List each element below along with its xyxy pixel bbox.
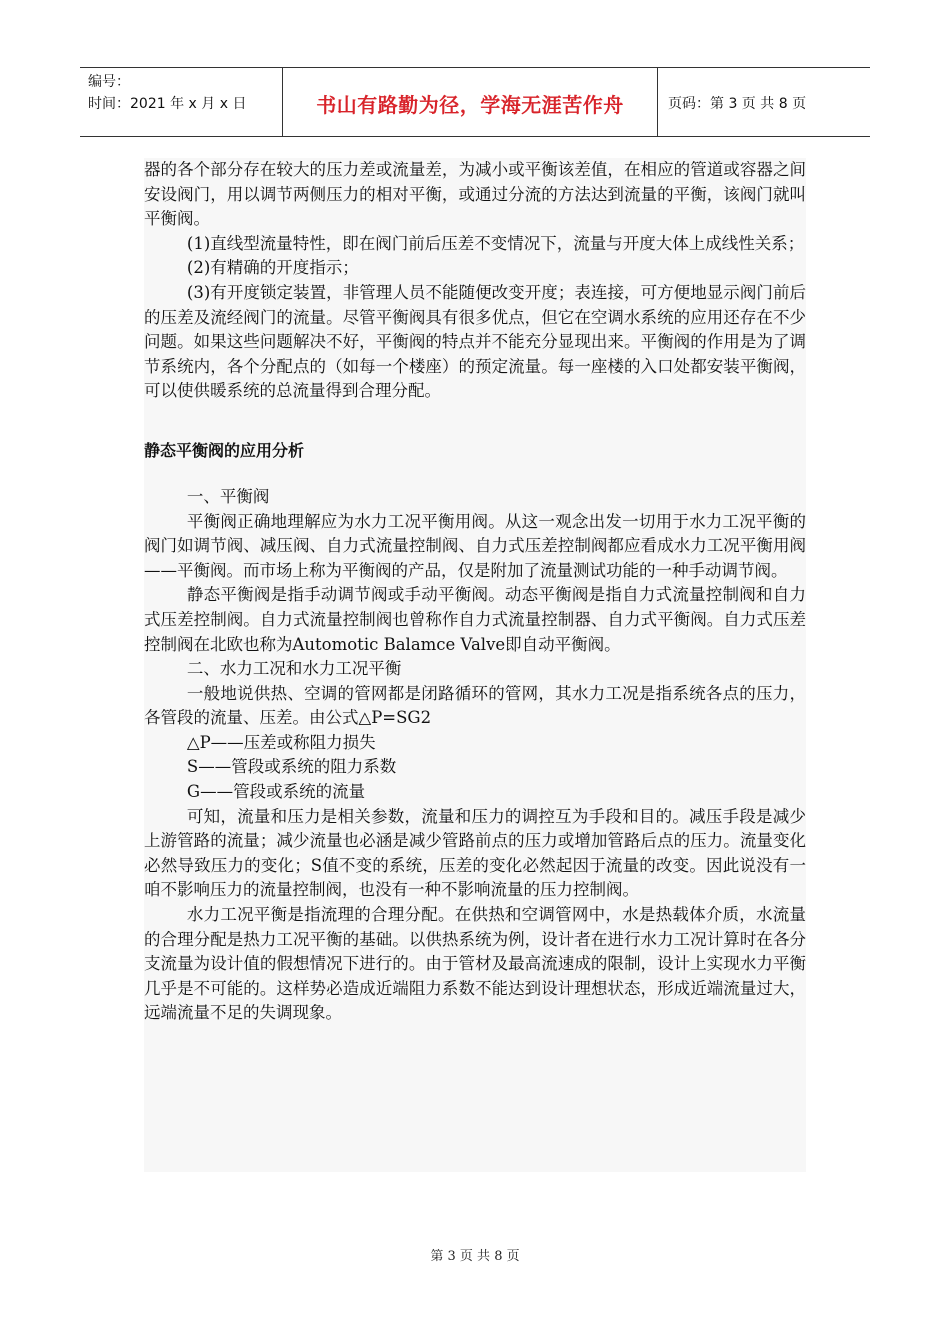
paragraph: 水力工况平衡是指流理的合理分配。在供热和空调管网中，水是热载体介质，水流量的合理分配是热力工况平衡的基础。以供热系统为例，设计者在进行水力工况计算时在各分支流量为设计值的假想情况下进行的。由于管材及最高流速成的限制，设计上实现水力平衡几乎是不可能的。这样势必造成近端阻力系数不能达到设计理想状态，形成近端流量过大，远端流量不足的失调现象。: [144, 905, 806, 1023]
header-motto: 书山有路勤为径，学海无涯苦作舟: [282, 68, 658, 136]
header-page-label: 页码：第 3 页 共 8 页: [668, 96, 807, 112]
paragraph: (1)直线型流量特性，即在阀门前后压差不变情况下，流量与开度大体上成线性关系；: [186, 233, 805, 253]
paragraph: (3)有开度锁定装置，非管理人员不能随便改变开度；表连接，可方便地显示阀门前后的压差及流经阀门的流量。尽管平衡阀具有很多优点，但它在空调水系统的应用还存在不少问题。如果这些问题解决不好，平衡阀的特点并不能充分显现出来。平衡阀的作用是为了调节系统内，各个分配点的（如每一个楼座）的预定流量。每一座楼的入口处都安装平衡阀，可以使供暖系统的总流量得到合理分配。: [144, 282, 806, 401]
formula-term: G——管段或系统的流量: [186, 782, 366, 802]
page-header: [80, 67, 870, 137]
subheading: 一、平衡阀: [186, 486, 270, 506]
paragraph: 器的各个部分存在较大的压力差或流量差，为减小或平衡该差值，在相应的管道或容器之间安设阀门，用以调节两侧压力的相对平衡，或通过分流的方法达到流量的平衡，该阀门就叫平衡阀。: [144, 160, 806, 229]
document-number-label: 编号：: [88, 74, 130, 90]
formula-term: △P——压差或称阻力损失: [186, 732, 376, 752]
document-body: [144, 158, 806, 1172]
header-meta: [80, 68, 282, 136]
paragraph: 静态平衡阀是指手动调节阀或手动平衡阀。动态平衡阀是指自力式流量控制阀和自力式压差控制阀。自力式流量控制阀也曾称作自力式流量控制器、自力式平衡阀。自力式压差控制阀在北欧也称为Automotic Balamce Valve即自动平衡阀。: [144, 585, 806, 654]
document-date-label: 时间：2021 年 x 月 x 日: [88, 96, 247, 112]
paragraph: 平衡阀正确地理解应为水力工况平衡用阀。从这一观念出发一切用于水力工况平衡的阀门如调节阀、减压阀、自力式流量控制阀、自力式压差控制阀都应看成水力工况平衡用阀——平衡阀。而市场上称为平衡阀的产品，仅是附加了流量测试功能的一种手动调节阀。: [144, 511, 806, 580]
paragraph: (2)有精确的开度指示；: [186, 258, 359, 278]
paragraph: 一般地说供热、空调的管网都是闭路循环的管网，其水力工况是指系统各点的压力，各管段的流量、压差。由公式△P=SG2: [144, 683, 806, 728]
section-heading: 静态平衡阀的应用分析: [144, 440, 305, 460]
page-footer: 第 3 页 共 8 页: [430, 1249, 520, 1264]
paragraph: 可知，流量和压力是相关参数，流量和压力的调控互为手段和目的。减压手段是减少上游管路的流量；减少流量也必涵是减少管路前点的压力或增加管路后点的压力。流量变化必然导致压力的变化；S值不变的系统，压差的变化必然起因于流量的改变。因此说没有一咱不影响压力的流量控制阀，也没有一种不影响流量的压力控制阀。: [144, 806, 806, 900]
subheading: 二、水力工况和水力工况平衡: [186, 659, 402, 679]
formula-term: S——管段或系统的阻力系数: [186, 757, 397, 777]
